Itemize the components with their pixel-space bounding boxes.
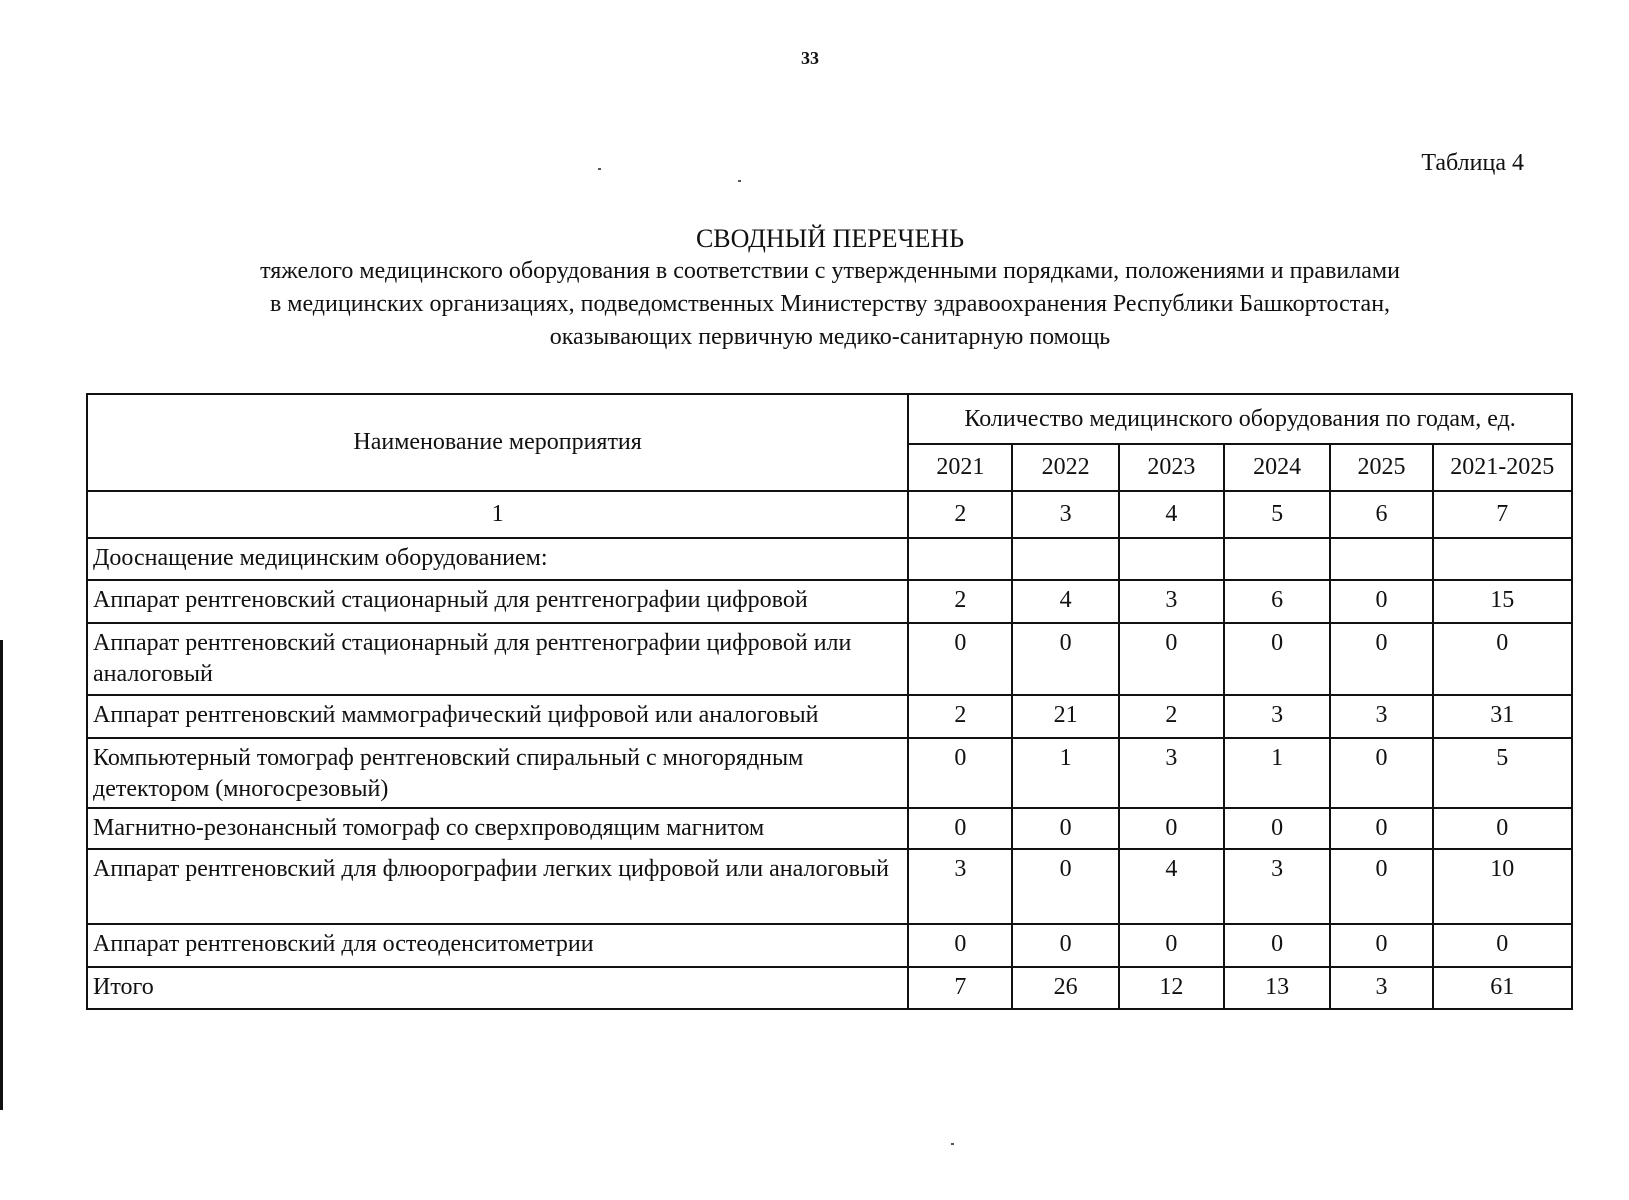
column-number: 1 <box>87 491 908 538</box>
column-number: 3 <box>1012 491 1118 538</box>
value-cell: 0 <box>1330 623 1432 695</box>
value-cell: 0 <box>1330 738 1432 808</box>
column-number-row <box>87 491 1572 538</box>
value-cell: 0 <box>1012 924 1118 967</box>
equipment-name: Аппарат рентгеновский маммографический цифровой или аналоговый <box>87 695 908 738</box>
empty-cell <box>1330 538 1432 580</box>
empty-cell <box>1119 538 1224 580</box>
empty-cell <box>1012 538 1118 580</box>
value-cell: 0 <box>908 924 1012 967</box>
table-row <box>87 695 1572 738</box>
section-row <box>87 538 1572 580</box>
column-number: 7 <box>1433 491 1572 538</box>
year-header: 2021 <box>908 444 1012 491</box>
value-cell: 0 <box>1119 924 1224 967</box>
year-header: 2024 <box>1224 444 1330 491</box>
page-number: 33 <box>801 48 819 68</box>
table-caption: Таблица 4 <box>1421 150 1524 176</box>
value-cell: 0 <box>1012 623 1118 695</box>
value-cell: 3 <box>1224 695 1330 738</box>
column-number: 2 <box>908 491 1012 538</box>
value-cell: 0 <box>908 808 1012 849</box>
quantity-group-header: Количество медицинского оборудования по годам, ед. <box>908 394 1572 444</box>
total-cell: 5 <box>1433 738 1572 808</box>
value-cell: 2 <box>908 580 1012 623</box>
total-cell: 0 <box>1433 924 1572 967</box>
value-cell: 2 <box>908 695 1012 738</box>
value-cell: 0 <box>908 738 1012 808</box>
total-cell: 15 <box>1433 580 1572 623</box>
column-number: 4 <box>1119 491 1224 538</box>
total-cell: 31 <box>1433 695 1572 738</box>
value-cell: 3 <box>1224 849 1330 924</box>
value-cell: 0 <box>1330 924 1432 967</box>
total-label: Итого <box>87 967 908 1009</box>
value-cell: 3 <box>1119 738 1224 808</box>
equipment-name: Аппарат рентгеновский стационарный для рентгенографии цифровой или аналоговый <box>87 623 908 695</box>
value-cell: 1 <box>1224 738 1330 808</box>
value-cell: 1 <box>1012 738 1118 808</box>
scan-speck <box>738 180 741 182</box>
empty-cell <box>908 538 1012 580</box>
total-value-cell: 3 <box>1330 967 1432 1009</box>
value-cell: 0 <box>1224 924 1330 967</box>
year-header: 2025 <box>1330 444 1432 491</box>
total-value-cell: 13 <box>1224 967 1330 1009</box>
year-header: 2023 <box>1119 444 1224 491</box>
column-number: 6 <box>1330 491 1432 538</box>
year-header: 2021-2025 <box>1433 444 1572 491</box>
value-cell: 0 <box>1119 623 1224 695</box>
value-cell: 0 <box>1330 580 1432 623</box>
empty-cell <box>1224 538 1330 580</box>
value-cell: 3 <box>908 849 1012 924</box>
equipment-name: Аппарат рентгеновский для остеоденситометрии <box>87 924 908 967</box>
value-cell: 0 <box>1012 808 1118 849</box>
total-row <box>87 967 1572 1009</box>
title-line-2: в медицинских организациях, подведомственных Министерству здравоохранения Республики Башкортостан, <box>269 291 1391 317</box>
value-cell: 0 <box>1012 849 1118 924</box>
table-row <box>87 580 1572 623</box>
year-header: 2022 <box>1012 444 1118 491</box>
table-row <box>87 849 1572 924</box>
equipment-name: Аппарат рентгеновский для флюорографии легких цифровой или аналоговый <box>87 849 908 924</box>
name-column-header: Наименование мероприятия <box>87 394 908 491</box>
total-value-cell: 12 <box>1119 967 1224 1009</box>
table-row <box>87 623 1572 695</box>
total-value-cell: 7 <box>908 967 1012 1009</box>
value-cell: 0 <box>1330 849 1432 924</box>
value-cell: 0 <box>1224 623 1330 695</box>
scan-edge-mark <box>0 640 3 1110</box>
title-line-3: оказывающих первичную медико-санитарную помощь <box>549 324 1111 350</box>
value-cell: 0 <box>1224 808 1330 849</box>
empty-cell <box>1433 538 1572 580</box>
scan-speck <box>598 168 601 170</box>
section-label: Дооснащение медицинским оборудованием: <box>87 538 908 580</box>
equipment-table <box>86 393 1573 1010</box>
value-cell: 0 <box>1330 808 1432 849</box>
column-number: 5 <box>1224 491 1330 538</box>
total-cell: 0 <box>1433 623 1572 695</box>
title-line-1: тяжелого медицинского оборудования в соответствии с утвержденными порядками, положениями и правилами <box>260 258 1400 284</box>
value-cell: 3 <box>1119 580 1224 623</box>
grand-total-cell: 61 <box>1433 967 1572 1009</box>
title-main: СВОДНЫЙ ПЕРЕЧЕНЬ <box>695 224 965 253</box>
document-title <box>80 222 1580 354</box>
value-cell: 4 <box>1119 849 1224 924</box>
total-cell: 10 <box>1433 849 1572 924</box>
value-cell: 3 <box>1330 695 1432 738</box>
table-row <box>87 924 1572 967</box>
value-cell: 21 <box>1012 695 1118 738</box>
total-value-cell: 26 <box>1012 967 1118 1009</box>
value-cell: 4 <box>1012 580 1118 623</box>
scan-speck <box>951 1143 954 1145</box>
equipment-name: Магнитно-резонансный томограф со сверхпроводящим магнитом <box>87 808 908 849</box>
table-row <box>87 738 1572 808</box>
total-cell: 0 <box>1433 808 1572 849</box>
header-row <box>87 394 1572 444</box>
equipment-name: Компьютерный томограф рентгеновский спиральный с многорядным детектором (многосрезовый) <box>87 738 908 808</box>
value-cell: 6 <box>1224 580 1330 623</box>
value-cell: 2 <box>1119 695 1224 738</box>
value-cell: 0 <box>1119 808 1224 849</box>
equipment-name: Аппарат рентгеновский стационарный для рентгенографии цифровой <box>87 580 908 623</box>
value-cell: 0 <box>908 623 1012 695</box>
table-row <box>87 808 1572 849</box>
